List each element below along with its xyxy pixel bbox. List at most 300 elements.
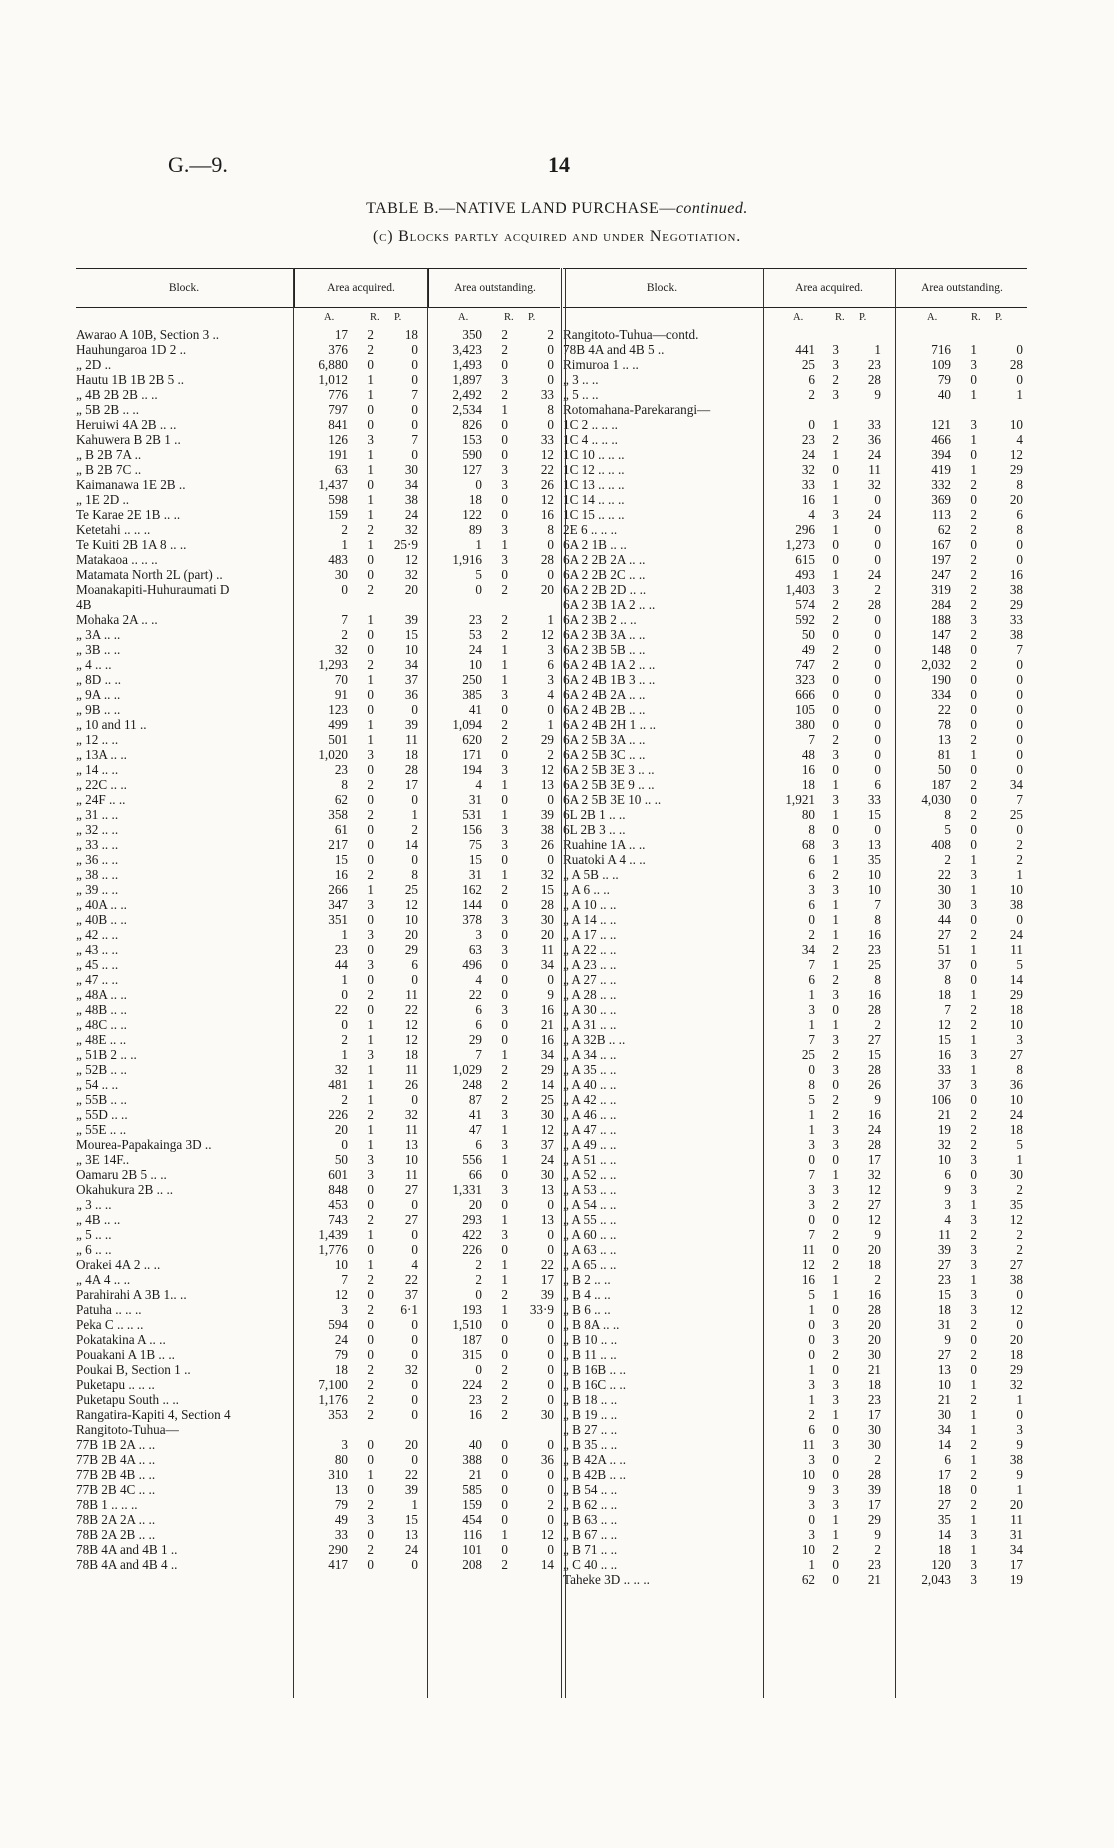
acquired-roods: 3 bbox=[832, 507, 839, 522]
table-row bbox=[76, 1347, 560, 1362]
outstanding-perches: 0 bbox=[1016, 912, 1023, 927]
outstanding-roods: 0 bbox=[501, 747, 508, 762]
unit-acres: A. bbox=[793, 312, 804, 323]
block-name: „ 39 .. .. bbox=[76, 882, 119, 897]
acquired-perches: 0 bbox=[411, 447, 418, 462]
block-name: „ B 16C .. .. bbox=[563, 1377, 627, 1392]
acquired-perches: 29 bbox=[867, 1512, 881, 1527]
acquired-acres: 23 bbox=[334, 942, 348, 957]
acquired-roods: 0 bbox=[832, 762, 839, 777]
acquired-perches: 15 bbox=[404, 627, 418, 642]
acquired-perches: 25·9 bbox=[393, 537, 418, 552]
outstanding-perches: 8 bbox=[1016, 1062, 1023, 1077]
outstanding-roods: 0 bbox=[501, 1317, 508, 1332]
table-row bbox=[563, 957, 1027, 972]
acquired-acres: 32 bbox=[334, 642, 348, 657]
acquired-perches: 0 bbox=[874, 687, 881, 702]
outstanding-perches: 16 bbox=[540, 507, 554, 522]
table-row bbox=[563, 852, 1027, 867]
outstanding-acres: 1,029 bbox=[452, 1062, 482, 1077]
acquired-acres: 310 bbox=[328, 1467, 348, 1482]
block-name: „ A 10 .. .. bbox=[563, 897, 617, 912]
outstanding-perches: 30 bbox=[540, 1407, 554, 1422]
outstanding-roods: 3 bbox=[501, 942, 508, 957]
outstanding-acres: 47 bbox=[468, 1122, 482, 1137]
table-row bbox=[76, 807, 560, 822]
acquired-acres: 1 bbox=[808, 1362, 815, 1377]
outstanding-perches: 33 bbox=[540, 387, 554, 402]
outstanding-acres: 63 bbox=[468, 942, 482, 957]
outstanding-perches: 0 bbox=[1016, 537, 1023, 552]
acquired-roods: 0 bbox=[832, 672, 839, 687]
table-row bbox=[76, 1407, 560, 1422]
acquired-roods: 2 bbox=[367, 657, 374, 672]
table-row bbox=[76, 1272, 560, 1287]
acquired-perches: 0 bbox=[874, 702, 881, 717]
outstanding-roods: 0 bbox=[970, 1482, 977, 1497]
block-name: „ B 18 .. .. bbox=[563, 1392, 618, 1407]
block-name: „ 43 .. .. bbox=[76, 942, 119, 957]
acquired-acres: 79 bbox=[334, 1347, 348, 1362]
acquired-acres: 68 bbox=[801, 837, 815, 852]
outstanding-perches: 0 bbox=[547, 1467, 554, 1482]
outstanding-roods: 1 bbox=[970, 1542, 977, 1557]
outstanding-perches: 2 bbox=[547, 327, 554, 342]
table-row bbox=[76, 762, 560, 777]
outstanding-roods: 1 bbox=[501, 777, 508, 792]
outstanding-acres: 27 bbox=[937, 927, 951, 942]
acquired-acres: 1,293 bbox=[318, 657, 348, 672]
acquired-perches: 24 bbox=[404, 1542, 418, 1557]
acquired-acres: 217 bbox=[328, 837, 348, 852]
acquired-roods: 1 bbox=[832, 1512, 839, 1527]
acquired-roods: 1 bbox=[832, 1527, 839, 1542]
table-row bbox=[563, 882, 1027, 897]
table-row bbox=[563, 657, 1027, 672]
acquired-perches: 17 bbox=[867, 1497, 881, 1512]
acquired-perches: 28 bbox=[867, 1302, 881, 1317]
outstanding-roods: 0 bbox=[970, 447, 977, 462]
acquired-perches: 14 bbox=[404, 837, 418, 852]
table-row bbox=[76, 1257, 560, 1272]
table-row bbox=[563, 642, 1027, 657]
acquired-perches: 12 bbox=[404, 552, 418, 567]
acquired-acres: 615 bbox=[795, 552, 815, 567]
acquired-perches: 0 bbox=[874, 492, 881, 507]
outstanding-roods: 3 bbox=[501, 522, 508, 537]
block-name: „ B 2B 7C .. bbox=[76, 462, 142, 477]
outstanding-perches: 30 bbox=[540, 1167, 554, 1182]
acquired-roods: 3 bbox=[832, 1032, 839, 1047]
block-name: „ 4A 4 .. .. bbox=[76, 1272, 131, 1287]
acquired-acres: 266 bbox=[328, 882, 348, 897]
outstanding-roods: 0 bbox=[501, 1482, 508, 1497]
acquired-roods: 3 bbox=[832, 1482, 839, 1497]
outstanding-perches: 10 bbox=[1009, 417, 1023, 432]
block-name: „ B 27 .. .. bbox=[563, 1422, 618, 1437]
outstanding-acres: 385 bbox=[462, 687, 482, 702]
outstanding-roods: 3 bbox=[970, 357, 977, 372]
block-name: Rangitoto-Tuhua— bbox=[76, 1422, 179, 1437]
outstanding-roods: 1 bbox=[970, 747, 977, 762]
left-rows bbox=[76, 327, 560, 1572]
outstanding-roods: 1 bbox=[501, 657, 508, 672]
acquired-acres: 13 bbox=[334, 1482, 348, 1497]
block-name: Moanakapiti-Huhuraumati D bbox=[76, 582, 230, 597]
acquired-perches: 12 bbox=[867, 1212, 881, 1227]
outstanding-perches: 0 bbox=[547, 1377, 554, 1392]
outstanding-acres: 197 bbox=[931, 552, 951, 567]
block-name: Puketapu South .. .. bbox=[76, 1392, 179, 1407]
block-name: Kaimanawa 1E 2B .. bbox=[76, 477, 186, 492]
outstanding-acres: 27 bbox=[937, 1347, 951, 1362]
block-name: „ 3 .. .. bbox=[76, 1197, 112, 1212]
acquired-perches: 0 bbox=[411, 1452, 418, 1467]
block-name: „ A 22 .. .. bbox=[563, 942, 617, 957]
acquired-roods: 2 bbox=[832, 597, 839, 612]
outstanding-perches: 22 bbox=[540, 462, 554, 477]
outstanding-roods: 1 bbox=[501, 1152, 508, 1167]
acquired-roods: 1 bbox=[832, 777, 839, 792]
outstanding-roods: 0 bbox=[501, 1512, 508, 1527]
table-row bbox=[76, 477, 560, 492]
outstanding-roods: 0 bbox=[501, 447, 508, 462]
outstanding-perches: 16 bbox=[540, 1032, 554, 1047]
outstanding-acres: 454 bbox=[462, 1512, 482, 1527]
acquired-acres: 0 bbox=[808, 912, 815, 927]
outstanding-roods: 2 bbox=[501, 582, 508, 597]
outstanding-perches: 0 bbox=[547, 792, 554, 807]
outstanding-roods: 2 bbox=[970, 1317, 977, 1332]
outstanding-perches: 26 bbox=[540, 837, 554, 852]
outstanding-roods: 2 bbox=[970, 1017, 977, 1032]
block-name: 6A 2 4B 2A .. .. bbox=[563, 687, 646, 702]
outstanding-perches: 30 bbox=[1009, 1167, 1023, 1182]
outstanding-roods: 3 bbox=[970, 1302, 977, 1317]
acquired-acres: 30 bbox=[334, 567, 348, 582]
block-name: „ 40A .. .. bbox=[76, 897, 127, 912]
acquired-perches: 18 bbox=[867, 1257, 881, 1272]
outstanding-perches: 1 bbox=[1016, 1482, 1023, 1497]
acquired-perches: 33 bbox=[867, 417, 881, 432]
block-name: „ 51B 2 .. .. bbox=[76, 1047, 137, 1062]
table-row bbox=[76, 342, 560, 357]
column-rule bbox=[427, 268, 428, 1698]
acquired-acres: 296 bbox=[795, 522, 815, 537]
outstanding-perches: 29 bbox=[1009, 987, 1023, 1002]
outstanding-perches: 12 bbox=[540, 1527, 554, 1542]
outstanding-roods: 3 bbox=[970, 897, 977, 912]
table-row bbox=[563, 1242, 1027, 1257]
acquired-roods: 0 bbox=[367, 852, 374, 867]
outstanding-acres: 250 bbox=[462, 672, 482, 687]
acquired-roods: 3 bbox=[832, 1332, 839, 1347]
outstanding-perches: 2 bbox=[1016, 837, 1023, 852]
acquired-perches: 24 bbox=[867, 447, 881, 462]
table-row bbox=[76, 912, 560, 927]
outstanding-acres: 21 bbox=[937, 1392, 951, 1407]
acquired-roods: 1 bbox=[832, 1272, 839, 1287]
table-row bbox=[76, 1167, 560, 1182]
center-rule bbox=[561, 268, 566, 1698]
outstanding-perches: 38 bbox=[1009, 897, 1023, 912]
outstanding-acres: 171 bbox=[462, 747, 482, 762]
outstanding-perches: 33 bbox=[540, 432, 554, 447]
block-name: 6A 2 4B 1A 2 .. .. bbox=[563, 657, 656, 672]
outstanding-acres: 10 bbox=[468, 657, 482, 672]
acquired-perches: 0 bbox=[411, 372, 418, 387]
acquired-roods: 0 bbox=[367, 1317, 374, 1332]
outstanding-perches: 0 bbox=[547, 1347, 554, 1362]
outstanding-perches: 26 bbox=[540, 477, 554, 492]
acquired-perches: 20 bbox=[867, 1317, 881, 1332]
block-name: „ 10 and 11 .. bbox=[76, 717, 147, 732]
outstanding-acres: 556 bbox=[462, 1152, 482, 1167]
acquired-roods: 3 bbox=[367, 1167, 374, 1182]
outstanding-perches: 0 bbox=[1016, 1317, 1023, 1332]
right-units-row bbox=[563, 312, 1027, 327]
block-name: „ B 63 .. .. bbox=[563, 1512, 618, 1527]
acquired-roods: 1 bbox=[832, 957, 839, 972]
table-row bbox=[563, 1167, 1027, 1182]
outstanding-acres: 23 bbox=[468, 1392, 482, 1407]
block-name: „ B 4 .. .. bbox=[563, 1287, 611, 1302]
acquired-roods: 1 bbox=[832, 1287, 839, 1302]
outstanding-roods: 0 bbox=[970, 372, 977, 387]
table-row bbox=[563, 1227, 1027, 1242]
acquired-perches: 27 bbox=[404, 1182, 418, 1197]
acquired-perches: 36 bbox=[867, 432, 881, 447]
acquired-perches: 1 bbox=[411, 807, 418, 822]
outstanding-acres: 22 bbox=[937, 867, 951, 882]
outstanding-acres: 826 bbox=[462, 417, 482, 432]
outstanding-roods: 3 bbox=[501, 822, 508, 837]
acquired-acres: 0 bbox=[808, 1347, 815, 1362]
outstanding-perches: 0 bbox=[547, 357, 554, 372]
block-name: 1C 10 .. .. .. bbox=[563, 447, 625, 462]
acquired-acres: 1,020 bbox=[318, 747, 348, 762]
acquired-roods: 0 bbox=[832, 537, 839, 552]
outstanding-perches: 2 bbox=[547, 747, 554, 762]
outstanding-acres: 224 bbox=[462, 1377, 482, 1392]
acquired-roods: 2 bbox=[832, 657, 839, 672]
acquired-perches: 34 bbox=[404, 657, 418, 672]
acquired-roods: 3 bbox=[832, 1317, 839, 1332]
acquired-roods: 3 bbox=[832, 1182, 839, 1197]
acquired-acres: 24 bbox=[801, 447, 815, 462]
outstanding-perches: 14 bbox=[540, 1557, 554, 1572]
acquired-acres: 33 bbox=[334, 1527, 348, 1542]
outstanding-perches: 0 bbox=[1016, 687, 1023, 702]
block-name: „ A 60 .. .. bbox=[563, 1227, 617, 1242]
outstanding-acres: 3 bbox=[475, 927, 482, 942]
outstanding-roods: 1 bbox=[501, 1527, 508, 1542]
acquired-perches: 10 bbox=[404, 1152, 418, 1167]
outstanding-acres: 31 bbox=[468, 867, 482, 882]
block-name: „ A 31 .. .. bbox=[563, 1017, 617, 1032]
outstanding-roods: 2 bbox=[970, 1392, 977, 1407]
outstanding-perches: 34 bbox=[540, 1047, 554, 1062]
block-name: „ B 8A .. .. bbox=[563, 1317, 620, 1332]
outstanding-roods: 2 bbox=[970, 657, 977, 672]
outstanding-acres: 147 bbox=[931, 627, 951, 642]
outstanding-acres: 0 bbox=[475, 1362, 482, 1377]
outstanding-roods: 3 bbox=[970, 1257, 977, 1272]
table-row bbox=[76, 687, 560, 702]
acquired-acres: 743 bbox=[328, 1212, 348, 1227]
outstanding-roods: 0 bbox=[501, 1497, 508, 1512]
outstanding-roods: 0 bbox=[501, 1437, 508, 1452]
outstanding-acres: 30 bbox=[937, 882, 951, 897]
outstanding-perches: 31 bbox=[1009, 1527, 1023, 1542]
acquired-roods: 0 bbox=[367, 972, 374, 987]
acquired-roods: 0 bbox=[832, 687, 839, 702]
outstanding-perches: 0 bbox=[547, 417, 554, 432]
outstanding-roods: 3 bbox=[970, 1572, 977, 1587]
outstanding-perches: 35 bbox=[1009, 1197, 1023, 1212]
table-row bbox=[563, 687, 1027, 702]
table-row bbox=[563, 1392, 1027, 1407]
table-row bbox=[76, 1287, 560, 1302]
block-header: Block. bbox=[646, 282, 678, 294]
outstanding-roods: 2 bbox=[970, 627, 977, 642]
outstanding-acres: 81 bbox=[937, 747, 951, 762]
acquired-perches: 24 bbox=[404, 507, 418, 522]
outstanding-perches: 12 bbox=[540, 492, 554, 507]
outstanding-perches: 2 bbox=[547, 1497, 554, 1512]
table-row bbox=[563, 672, 1027, 687]
acquired-acres: 1 bbox=[808, 1107, 815, 1122]
outstanding-perches: 0 bbox=[547, 1437, 554, 1452]
outstanding-perches: 32 bbox=[540, 867, 554, 882]
acquired-perches: 2 bbox=[411, 822, 418, 837]
acquired-perches: 28 bbox=[867, 1137, 881, 1152]
block-name: „ A 27 .. .. bbox=[563, 972, 617, 987]
outstanding-acres: 16 bbox=[468, 1407, 482, 1422]
outstanding-perches: 27 bbox=[1009, 1047, 1023, 1062]
block-name: „ 4B .. .. bbox=[76, 1212, 121, 1227]
acquired-perches: 0 bbox=[874, 672, 881, 687]
outstanding-roods: 2 bbox=[970, 597, 977, 612]
block-name: 6A 2 5B 3A .. .. bbox=[563, 732, 646, 747]
acquired-perches: 16 bbox=[867, 1107, 881, 1122]
left-column-headers bbox=[76, 268, 560, 308]
acquired-acres: 3 bbox=[341, 1302, 348, 1317]
outstanding-roods: 0 bbox=[970, 837, 977, 852]
outstanding-acres: 18 bbox=[937, 987, 951, 1002]
outstanding-acres: 2 bbox=[475, 1257, 482, 1272]
acquired-perches: 20 bbox=[404, 1437, 418, 1452]
acquired-roods: 3 bbox=[367, 1512, 374, 1527]
outstanding-roods: 0 bbox=[501, 702, 508, 717]
outstanding-acres: 226 bbox=[462, 1242, 482, 1257]
outstanding-acres: 120 bbox=[931, 1557, 951, 1572]
block-name: „ B 71 .. .. bbox=[563, 1542, 618, 1557]
outstanding-acres: 31 bbox=[468, 792, 482, 807]
outstanding-perches: 0 bbox=[547, 537, 554, 552]
outstanding-roods: 1 bbox=[970, 1062, 977, 1077]
acquired-acres: 226 bbox=[328, 1107, 348, 1122]
block-name: Hauhungaroa 1D 2 .. bbox=[76, 342, 187, 357]
block-name: „ 1E 2D .. bbox=[76, 492, 130, 507]
outstanding-roods: 1 bbox=[970, 852, 977, 867]
outstanding-acres: 162 bbox=[462, 882, 482, 897]
outstanding-perches: 21 bbox=[540, 1017, 554, 1032]
block-name: 6A 2 5B 3E 10 .. .. bbox=[563, 792, 662, 807]
block-name: „ 36 .. .. bbox=[76, 852, 119, 867]
outstanding-perches: 29 bbox=[540, 1062, 554, 1077]
acquired-acres: 358 bbox=[328, 807, 348, 822]
outstanding-acres: 148 bbox=[931, 642, 951, 657]
acquired-perches: 0 bbox=[411, 1332, 418, 1347]
acquired-roods: 0 bbox=[832, 1302, 839, 1317]
outstanding-roods: 3 bbox=[970, 867, 977, 882]
block-name: 6L 2B 3 .. .. bbox=[563, 822, 626, 837]
outstanding-acres: 101 bbox=[462, 1542, 482, 1557]
acquired-roods: 1 bbox=[832, 522, 839, 537]
outstanding-roods: 2 bbox=[970, 1227, 977, 1242]
acquired-perches: 20 bbox=[404, 582, 418, 597]
table-row bbox=[76, 1362, 560, 1377]
table-row bbox=[76, 1512, 560, 1527]
acquired-acres: 50 bbox=[334, 1152, 348, 1167]
table-row bbox=[563, 1212, 1027, 1227]
outstanding-roods: 0 bbox=[501, 852, 508, 867]
outstanding-perches: 0 bbox=[547, 1542, 554, 1557]
acquired-roods: 0 bbox=[367, 792, 374, 807]
table-row bbox=[563, 1302, 1027, 1317]
acquired-acres: 592 bbox=[795, 612, 815, 627]
table-row bbox=[76, 1527, 560, 1542]
outstanding-roods: 1 bbox=[970, 1452, 977, 1467]
table-row bbox=[76, 612, 560, 627]
outstanding-acres: 1,916 bbox=[452, 552, 482, 567]
block-name: Rimuroa 1 .. .. bbox=[563, 357, 639, 372]
outstanding-perches: 0 bbox=[1016, 552, 1023, 567]
table-row bbox=[563, 1122, 1027, 1137]
table-row bbox=[76, 627, 560, 642]
acquired-acres: 123 bbox=[328, 702, 348, 717]
acquired-acres: 10 bbox=[334, 1257, 348, 1272]
outstanding-acres: 0 bbox=[475, 477, 482, 492]
outstanding-acres: 14 bbox=[937, 1527, 951, 1542]
outstanding-perches: 39 bbox=[540, 1287, 554, 1302]
outstanding-perches: 17 bbox=[540, 1272, 554, 1287]
outstanding-perches: 2 bbox=[1016, 1227, 1023, 1242]
block-name: Pokatakina A .. .. bbox=[76, 1332, 166, 1347]
acquired-acres: 0 bbox=[808, 417, 815, 432]
table-row bbox=[563, 927, 1027, 942]
outstanding-perches: 1 bbox=[1016, 867, 1023, 882]
outstanding-roods: 2 bbox=[970, 507, 977, 522]
block-name: „ 12 .. .. bbox=[76, 732, 119, 747]
outstanding-roods: 1 bbox=[970, 1422, 977, 1437]
table-row bbox=[563, 462, 1027, 477]
outstanding-perches: 12 bbox=[540, 762, 554, 777]
outstanding-perches: 3 bbox=[1016, 1032, 1023, 1047]
acquired-roods: 3 bbox=[367, 897, 374, 912]
acquired-roods: 0 bbox=[367, 552, 374, 567]
block-name: „ A 34 .. .. bbox=[563, 1047, 617, 1062]
acquired-roods: 2 bbox=[367, 1497, 374, 1512]
acquired-acres: 3 bbox=[808, 1002, 815, 1017]
acquired-roods: 2 bbox=[367, 987, 374, 1002]
table-row bbox=[563, 1017, 1027, 1032]
acquired-roods: 2 bbox=[832, 1347, 839, 1362]
block-name: Kahuwera B 2B 1 .. bbox=[76, 432, 181, 447]
acquired-roods: 3 bbox=[832, 1377, 839, 1392]
block-name: „ A 51 .. .. bbox=[563, 1152, 617, 1167]
